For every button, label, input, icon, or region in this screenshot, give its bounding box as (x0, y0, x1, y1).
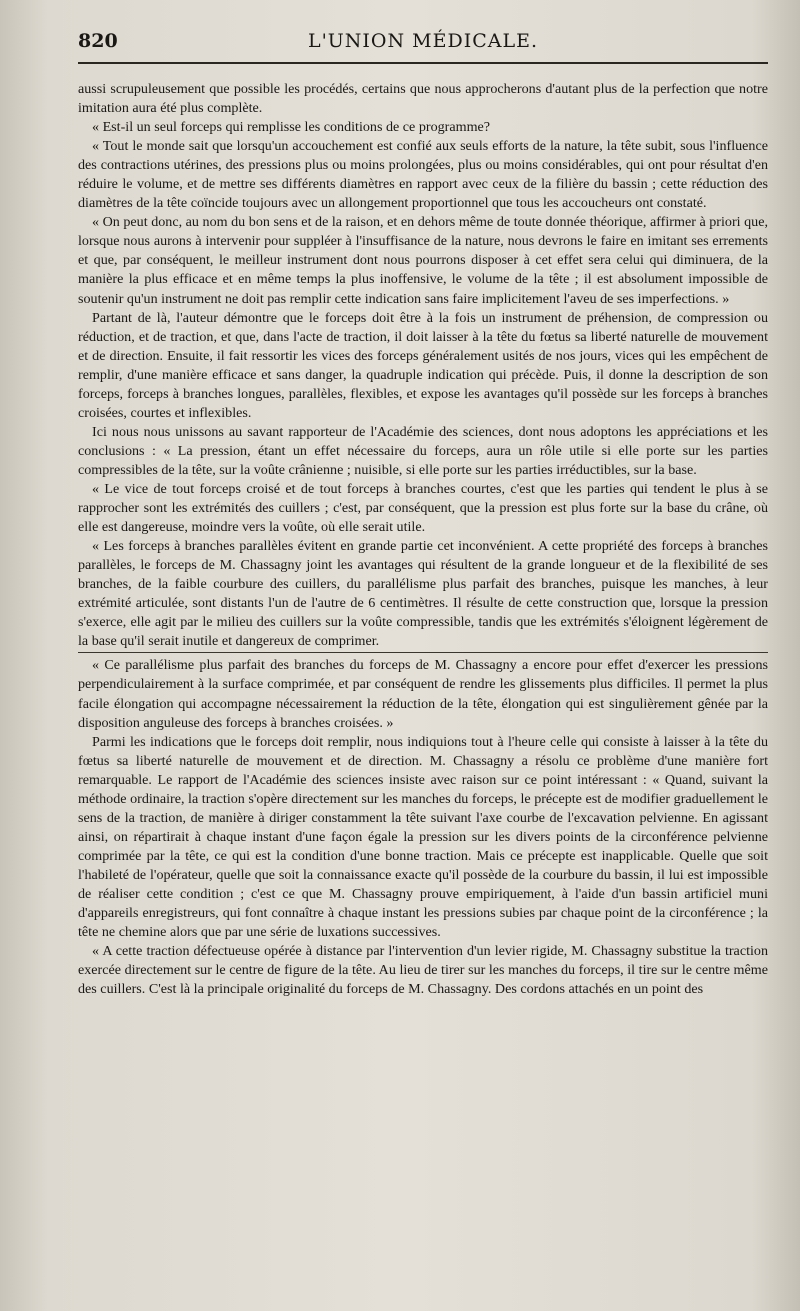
paragraph: « Tout le monde sait que lorsqu'un accouchement est confié aux seuls efforts de la nature, la tête subit, sous l'influence des contractions utérines, des pressions plus ou moins prolongées, plus ou moins considérables, qui ont pour résultat d'en réduire le volume, et de mettre ses différents diamètres en rapport avec ceux de la filière du bassin ; cette réduction des diamètres de la tête coïncide toujours avec un allongement proportionnel que tous les accoucheurs ont constaté. (78, 138, 768, 212)
paragraph: Ici nous nous unissons au savant rapporteur de l'Académie des sciences, dont nous adoptons les appréciations et les conclusions : « La pression, étant un effet nécessaire du forceps, aura un rôle utile si elle porte sur les parties compressibles de la tête, sur la voûte crânienne ; nuisible, si elle porte sur les parties irréductibles, sur la base. (78, 423, 768, 478)
body-text (78, 80, 768, 999)
paragraph: « A cette traction défectueuse opérée à distance par l'intervention d'un levier rigide, M. Chassagny substitue la traction exercée directement sur le centre de figure de la tête. Au lieu de tirer sur les manches du forceps, il tire sur le centre même des cuillers. C'est là la principale originalité du forceps de M. Chassagny. Des cordons attachés en un point des (78, 943, 768, 998)
paragraph: Partant de là, l'auteur démontre que le forceps doit être à la fois un instrument de préhension, de compression ou réduction, et de traction, et que, dans l'acte de traction, il doit laisser à la tête du fœtus sa liberté naturelle de mouvement et de direction. Ensuite, il fait ressortir les vices des forceps généralement usités de nos jours, vices qui les empêchent de remplir, d'une manière efficace et sans danger, la quadruple indication qui précède. Puis, il donne la description de son forceps, forceps à branches longues, parallèles, flexibles, et expose les avantages qu'il possède sur les forceps à branches croisées, courtes et inflexibles. (78, 309, 768, 421)
paragraph: aussi scrupuleusement que possible les procédés, certains que nous approcherons d'autant plus de la perfection que notre imitation aura été plus complète. (78, 81, 768, 117)
page-number: 820 (78, 30, 118, 52)
running-title: L'UNION MÉDICALE. (307, 30, 539, 52)
paragraph: « Les forceps à branches parallèles évitent en grande partie cet inconvénient. A cette propriété des forceps à branches parallèles, le forceps de M. Chassagny joint les avantages qui résultent de la grande longueur et de la flexibilité de ses branches, de la faible courbure des cuillers, du parallélisme plus parfait des branches, puisque les manches, à leur extrémité articulée, sont distants l'un de l'autre de 6 centimètres. Il résulte de cette construction que, lorsque la pression s'exerce, elle agit par le milieu des cuillers sur la voûte compressible, tandis que les extrémités s'éloignent légèrement de la base qu'il serait inutile et dangereux de comprimer. (78, 538, 768, 650)
section-rule (78, 652, 768, 653)
header-rule (78, 62, 768, 64)
paragraph: Parmi les indications que le forceps doit remplir, nous indiquions tout à l'heure celle qui consiste à laisser à la tête du fœtus sa liberté naturelle de mouvement et de direction. M. Chassagny a résolu ce problème d'une manière fort remarquable. Le rapport de l'Académie des sciences insiste avec raison sur ce point intéressant : « Quand, suivant la méthode ordinaire, la traction s'opère directement sur les manches du forceps, le précepte est de modifier graduellement le sens de la traction, de manière à diriger constamment la tête suivant l'axe courbe de l'excavation pelvienne. En agissant ainsi, on répartirait à chaque instant d'une façon égale la pression sur les divers points de la circonférence pelvienne comprimée par la tête, ce qui est la condition d'une bonne traction. Mais ce précepte est inapplicable. Quelle que soit l'habileté de l'opérateur, quelle que soit la connaissance exacte qu'il possède de la courbure du bassin, il lui est impossible de réaliser cette condition ; c'est ce que M. Chassagny prouve empiriquement, à l'aide d'un bassin artificiel muni d'appareils enregistreurs, qui font connaître à chaque instant les pressions subies par chaque point de la circonférence ; la tête ne chemine alors que par une série de luxations successives. (78, 733, 768, 941)
paragraph: « Le vice de tout forceps croisé et de tout forceps à branches courtes, c'est que les parties qui tendent le plus à se rapprocher sont les extrémités des cuillers ; c'est, par conséquent, que la pression est plus forte sur la base du crâne, où elle est dangereuse, moindre vers la voûte, où elle serait utile. (78, 480, 768, 536)
page-header (78, 30, 768, 60)
paragraph: « Ce parallélisme plus parfait des branches du forceps de M. Chassagny a encore pour effet d'exercer les pressions perpendiculairement à la surface comprimée, et par conséquent de rendre les glissements plus difficiles. Il permet la plus facile élongation qui accompagne nécessairement la réduction de la tête, élongation qui est singulièrement gênée par la disposition anguleuse des forceps à branches croisées. » (78, 657, 768, 731)
paragraph: « On peut donc, au nom du bon sens et de la raison, et en dehors même de toute donnée théorique, affirmer à priori que, lorsque nous aurons à intervenir pour suppléer à l'insuffisance de la nature, nous devrons le faire en imitant ses errements et que, par conséquent, le meilleur instrument dont nous pourrons disposer à cet effet sera celui qui diminuera, de la manière la plus efficace et en même temps la plus inoffensive, le volume de la tête ; il est absolument impossible de soutenir qu'un instrument ne doit pas remplir cette indication sans faire implicitement l'aveu de ses imperfections. » (78, 214, 768, 307)
paragraph: « Est-il un seul forceps qui remplisse les conditions de ce programme? (92, 119, 491, 136)
